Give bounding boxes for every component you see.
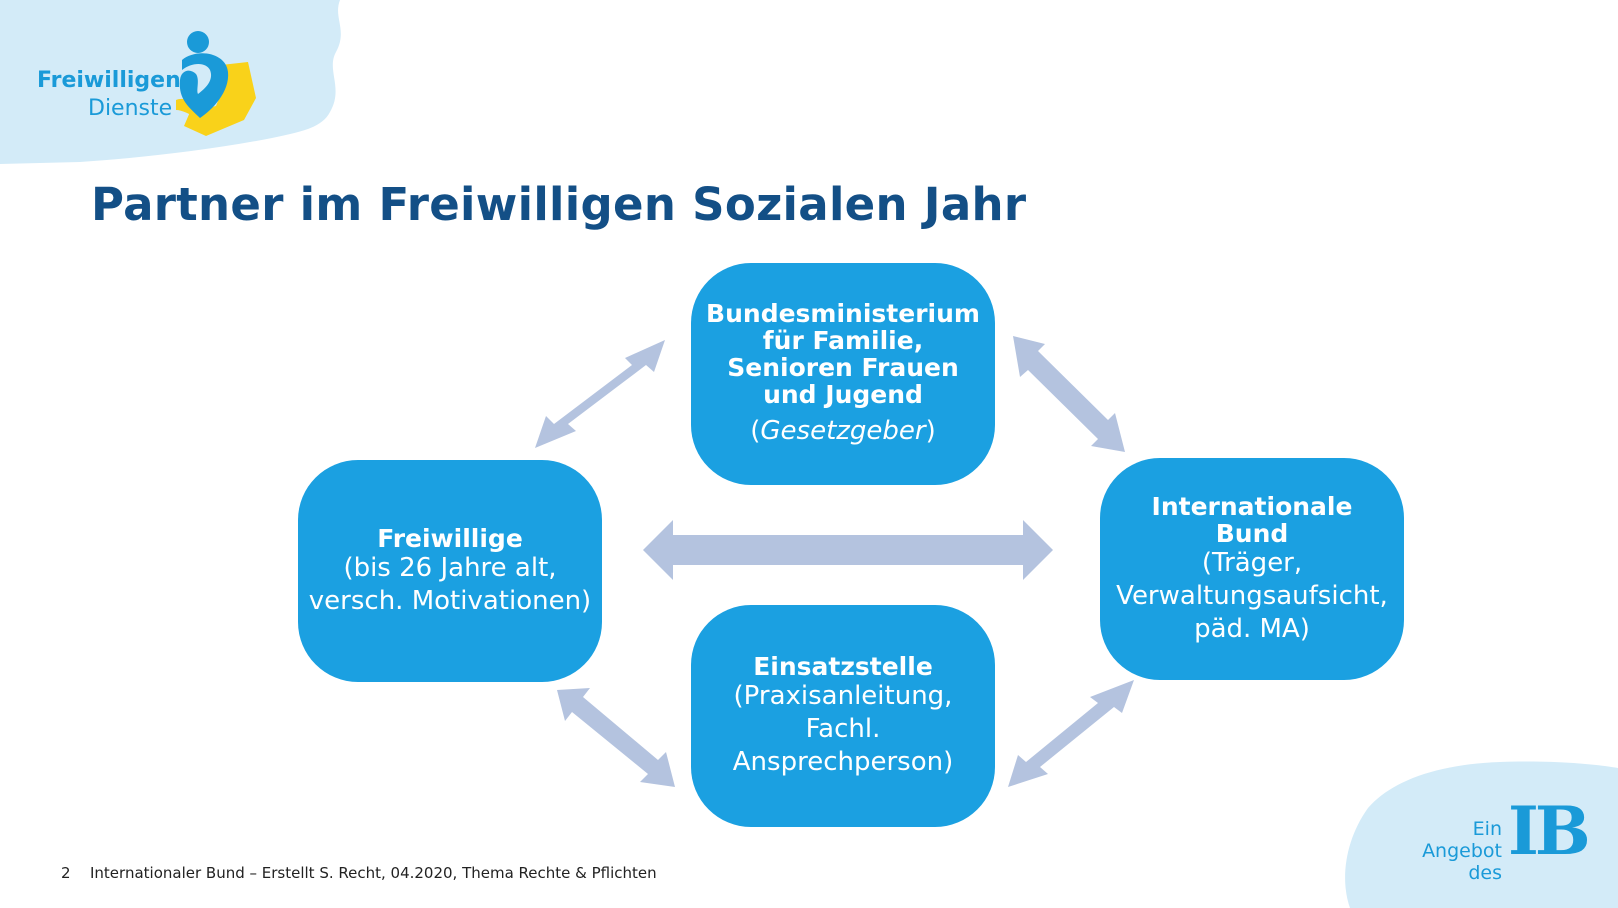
arrow-ib-placement bbox=[1008, 680, 1134, 787]
node-ministry-role-wrap: (Gesetzgeber) bbox=[750, 416, 936, 446]
ib-logo-line1: Ein bbox=[1472, 818, 1502, 840]
node-volunteers-desc: (bis 26 Jahre alt, versch. Motivationen) bbox=[308, 552, 592, 616]
node-ministry-name: Bundesministerium für Familie, Senioren Frauen und Jugend bbox=[706, 299, 980, 409]
ib-logo-line2: Angebot bbox=[1422, 840, 1502, 862]
node-ib-name: Internationale Bund bbox=[1151, 491, 1353, 548]
footer-page-number: 2 bbox=[61, 864, 71, 882]
arrow-volunteers-ib bbox=[643, 520, 1053, 580]
node-placement-name: Einsatzstelle bbox=[753, 652, 933, 681]
node-ib bbox=[1100, 458, 1404, 680]
footer-text: Internationaler Bund – Erstellt S. Recht, 04.2020, Thema Rechte & Pflichten bbox=[90, 864, 657, 882]
arrow-volunteers-placement bbox=[557, 688, 675, 787]
ib-logo-mark: IB bbox=[1508, 792, 1587, 870]
node-ministry-role: Gesetzgeber bbox=[760, 416, 926, 446]
node-placement-desc: (Praxisanleitung, Fachl. Ansprechperson) bbox=[732, 681, 954, 777]
node-volunteers-name: Freiwillige bbox=[377, 523, 523, 553]
logo-text-dienste: Dienste bbox=[88, 96, 173, 121]
logo-text-freiwilligen: Freiwilligen bbox=[37, 68, 181, 93]
node-volunteers bbox=[298, 460, 602, 682]
node-placement bbox=[691, 605, 995, 827]
page-title: Partner im Freiwilligen Sozialen Jahr bbox=[91, 178, 1027, 231]
node-ib-desc: (Träger, Verwaltungsaufsicht, päd. MA) bbox=[1116, 547, 1388, 644]
arrow-volunteers-ministry bbox=[535, 340, 665, 448]
arrow-ministry-ib bbox=[1013, 336, 1125, 452]
ib-logo-line3: des bbox=[1468, 862, 1502, 884]
node-ministry bbox=[691, 263, 995, 485]
